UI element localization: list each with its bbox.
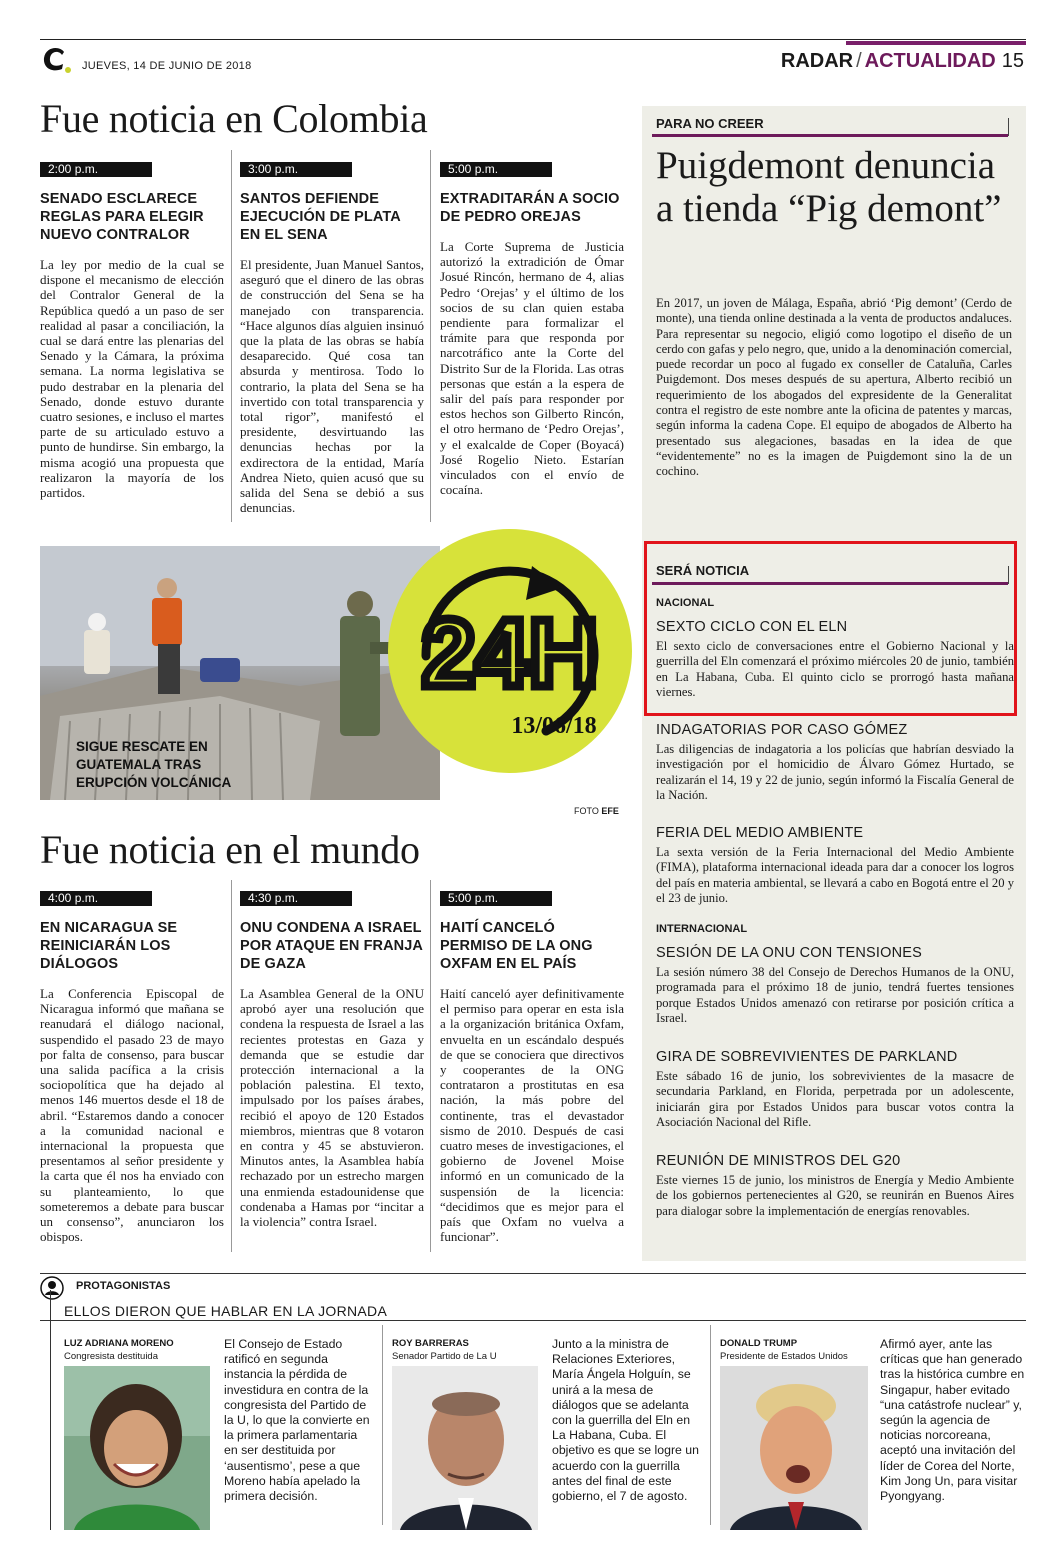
article-body: Haití canceló ayer definitivamente el permiso para operar en esta isla a la organización británica Oxfam, envuelta en un escándalo después de que se conociera que directivos y cooperantes de la ONG contrataron a prostitutas en esa nación, la más pobre del continente, tras el devastador sismo de 2010. Después de casi cuatro meses de investigaciones, el gobierno de Jovenel Moise informó en un comunicado de la suspensión de la licencia: “decidimos que es mejor para el país que Oxfam no vuelva a funcionar”. [440,986,624,1245]
mundo-title: Fue noticia en el mundo [40,827,420,872]
panel-rule [652,134,1008,137]
protagonistas-subrule [40,1320,1026,1321]
time-badge: 5:00 p.m. [440,891,552,906]
mundo-item-3 [440,889,624,1244]
portrait-illustration [720,1366,868,1530]
column-separator [231,150,232,522]
sera-item [656,619,1014,700]
colombia-title: Fue noticia en Colombia [40,96,428,141]
headline: ONU CONDENA A ISRAEL POR ATAQUE EN FRANJA DE GAZA [240,920,423,972]
headline: SANTOS DEFIENDE EJECUCIÓN DE PLATA EN EL SENA [240,191,401,243]
protagonist-name: DONALD TRUMP [720,1338,798,1349]
protagonist-name: ROY BARRERAS [392,1338,469,1349]
sera-item [656,1049,1014,1130]
header-section [781,50,1024,73]
time-badge: 4:00 p.m. [40,891,152,906]
mundo-item-2 [240,889,424,1229]
protagonistas-rule [40,1273,1026,1274]
credit-prefix: FOTO [574,806,599,816]
headline: EN NICARAGUA SE REINICIARÁN LOS DIÁLOGOS [40,920,178,972]
header-date: JUEVES, 14 DE JUNIO DE 2018 [82,60,252,72]
article-body: La Asamblea General de la ONU aprobó ayer una resolución que condena la respuesta de Israel a las recientes protestas en Gaza y demanda que se estudie dar protección internacional a la población palestina. El texto, impulsado por los países árabes, recibió el apoyo de 120 Estados miembros, mientras que 8 votaron en contra y 45 se abstuvieron. Minutos antes, la Asamblea había rechazado por un estrecho margen una enmienda estadounidense que condenaba a Hamas por “incitar a la violencia” contra Israel. [240,986,424,1230]
section-slash: / [856,50,862,72]
time-badge: 3:00 p.m. [240,162,352,177]
newspaper-logo-icon [38,44,74,74]
credit-name: EFE [601,806,619,816]
para-no-creer-label: PARA NO CREER [656,116,764,131]
article-body: El presidente, Juan Manuel Santos, aseguró que el dinero de las obras de construcción del Sena se ha manejado con transparencia. “Hace algunos días alguien insinuó que la plata de las obras se había desaparecido. Qué cosa tan absurda y mentirosa. Todo lo contrario, la plata del Sena se ha invertido con total transparencia y total rigor”, manifestó el presidente, desvirtuando las denuncias hechas por la exdirectora de la entidad, María Andrea Nieto, quien acusó que su salida del Sena se debió a sus denuncias. [240,257,424,516]
item-body: El sexto ciclo de conversaciones entre el Gobierno Nacional y la guerrilla del Eln comenzará el próximo miércoles 20 de junio, también en La Habana, Cuba. El quinto ciclo se prorrogó hasta mañana viernes. [656,639,1014,699]
column-separator [382,1325,383,1525]
badge-24h-text: 24H [421,600,599,707]
article-body: La Corte Suprema de Justicia autorizó la extradición de Ómar Josué Rincón, hermano de 4, alias Pedro ‘Orejas’ y el último de los socios de su clan quien estaba pendiente para formalizar el trámite para que responda por narcotráfico ante la Corte del Distrito Sur de la Florida. Las otras personas que están a la espera de salir del país para responder por estos hechos son Gilberto Rincón, el otro hermano de ‘Pedro Orejas’, y el exalcalde de Coper (Boyacá) José Rogelio Nieto. Estarían vinculados con el envío de cocaína. [440,239,624,498]
time-badge: 4:30 p.m. [240,891,352,906]
item-title: FERIA DEL MEDIO AMBIENTE [656,825,864,841]
column-separator [710,1325,711,1525]
column-separator [231,880,232,1252]
sera-item [656,945,1014,1026]
protagonist-header [64,1338,214,1362]
protagonistas-vrule [50,1290,51,1530]
24h-badge [386,526,634,776]
photo-caption-line: GUATEMALA TRAS [76,757,202,772]
item-title: SEXTO CICLO CON EL ELN [656,619,848,635]
panel-rule-end [1008,118,1009,136]
protagonist-photo [392,1366,538,1530]
protagonistas-subtitle: ELLOS DIERON QUE HABLAR EN LA JORNADA [64,1303,388,1319]
time-badge: 5:00 p.m. [440,162,552,177]
protagonist-role: Congresista destituida [64,1351,158,1362]
subsection-name: ACTUALIDAD [864,50,996,72]
header-rule [40,39,1026,40]
puigdemont-title: Puigdemont denuncia a tienda “Pig demont” [656,144,1002,230]
item-body: Este sábado 16 de junio, los sobrevivientes de la masacre de secundaria Parkland, en Florida, perpetrada por un adolescente, iniciarán gira por Estados Unidos para buscar votos contra la Asociación Nacional del Rifle. [656,1069,1014,1129]
colombia-item-3 [440,160,624,497]
item-title: SESIÓN DE LA ONU CON TENSIONES [656,945,922,961]
protagonist-role: Senador Partido de La U [392,1351,497,1362]
panel-rule [652,582,1008,585]
protagonist-body: Junto a la ministra de Relaciones Exteriores, María Ángela Holguín, se unirá a la mesa de diálogos que se adelanta con la guerrilla del Eln en La Habana, Cuba. El objetivo es que se logre un acuerdo con la guerrilla antes del final de este gobierno, el 7 de agosto. [552,1337,699,1504]
item-title: GIRA DE SOBREVIVIENTES DE PARKLAND [656,1049,958,1065]
badge-date: 13/06/18 [511,713,597,739]
section-name: RADAR [780,50,854,72]
protagonist-photo [64,1366,210,1530]
headline: EXTRADITARÁN A SOCIO DE PEDRO OREJAS [440,191,620,225]
article-body: La ley por medio de la cual se dispone el mecanismo de elección del Contralor General de la República quedó a un paso de ser realidad al pasar a conciliación, la cual se dará entre las plenarias del Senado y la Cámara, la próxima semana. La norma legislativa se pudo destrabar en la plenaria del Senado, donde estuvo durante cuatro sesiones, e incluso el martes parte de su articulado estuvo a punto de hundirse. Sin embargo, la misma acogió una propuesta que realizaron la mayoría de los partidos. [40,257,224,501]
photo-caption-line: ERUPCIÓN VOLCÁNICA [76,775,232,790]
sera-item [656,825,1014,906]
mundo-item-1 [40,889,224,1244]
protagonist-name: LUZ ADRIANA MORENO [64,1338,174,1349]
photo-caption-line: SIGUE RESCATE EN [76,739,208,754]
protagonist-body: El Consejo de Estado ratificó en segunda instancia la pérdida de investidura en contra de la congresista del Partido de la U, lo que la convierte en la primera parlamentaria en ser destituida por ‘ausentismo’, pese a que Moreno había apelado la primera decisión. [224,1337,370,1504]
sera-item [656,1153,1014,1219]
item-title: REUNIÓN DE MINISTROS DEL G20 [656,1153,901,1169]
item-body: La sesión número 38 del Consejo de Derechos Humanos de la ONU, programada para el próximo 18 de junio, tendrá fuertes tensiones porque Estados Unidos amenazó con retirarse por posición crítica a Israel. [656,965,1014,1025]
headline: HAITÍ CANCELÓ PERMISO DE LA ONG OXFAM EN EL PAÍS [440,920,593,972]
sera-item [656,722,1014,803]
section-accent-bar [846,41,1026,45]
person-icon [40,1276,64,1300]
protagonist-header [392,1338,542,1362]
panel-rule-end [1008,566,1009,584]
page-number: 15 [1001,50,1024,72]
photo-caption [76,738,231,792]
protagonist-role: Presidente de Estados Unidos [720,1351,848,1362]
photo-credit [574,806,619,816]
item-body: La sexta versión de la Feria Internacional del Medio Ambiente (FIMA), plataforma internacional ideada para dar a conocer los logros del país en materia ambiental, se llevará a cabo en Bogotá entre el 20 y el 23 de junio. [656,845,1014,905]
sera-noticia-label: SERÁ NOTICIA [656,563,750,578]
time-badge: 2:00 p.m. [40,162,152,177]
internacional-label: INTERNACIONAL [656,923,748,935]
colombia-item-2 [240,160,424,515]
item-body: Las diligencias de indagatoria a los policías que habrían desviado la investigación por el homicidio de Álvaro Gómez Hurtado, se realizarán el 14, 19 y 22 de junio, según informó la Fiscalía General de la Nación. [656,742,1014,802]
nacional-label: NACIONAL [656,597,715,609]
portrait-illustration [64,1366,210,1530]
headline: SENADO ESCLARECE REGLAS PARA ELEGIR NUEVO CONTRALOR [40,191,204,243]
protagonist-photo [720,1366,868,1530]
puigdemont-body: En 2017, un joven de Málaga, España, abrió ‘Pig demont’ (Cerdo de monte), una tienda online destinada a la venta de productos andaluces. Para representar su negocio, eligió como logotipo el diseño de un cerdo con gafas y pelo negro, que, unido a la denominación comercial, puede recordar un poco al fugado ex conseller de Cataluña, Carles Puigdemont. Dos meses después de su apertura, Alberto recibió un requerimiento de los abogados del expresidente de la Generalitat contra el registro de este nombre ante la oficina de patentes y marcas, según informa la cadena Cope. El equipo de abogados de Alberto ha presentado sus alegaciones, basadas en la idea de que “evidentemente” no es la imagen de Puigdemont sino la de un cochino. [656,296,1012,479]
portrait-illustration [392,1366,538,1530]
protagonist-header [720,1338,880,1362]
protagonist-body: Afirmó ayer, ante las críticas que han generado tras la histórica cumbre en Singapur, haber evitado “una catástrofe nuclear” y, según la agencia de noticias norcoreana, aceptó una invitación del líder de Corea del Norte, Kim Jong Un, para visitar Pyongyang. [880,1337,1025,1504]
item-title: INDAGATORIAS POR CASO GÓMEZ [656,722,908,738]
protagonistas-label: PROTAGONISTAS [76,1280,171,1292]
column-separator [430,880,431,1252]
colombia-item-1 [40,160,224,500]
article-body: La Conferencia Episcopal de Nicaragua informó que mañana se reanudará el diálogo nacional, suspendido el pasado 23 de mayo por falta de consenso, para buscar una salida pacífica a la crisis sociopolítica que ha dejado al menos 146 muertos desde el 18 de abril. “Estaremos dando a conocer a la comunidad nacional e internacional la propuesta que presentamos al señor presidente y la carta que él nos ha enviado con su planteamiento, lo que someteremos a debate para buscar un consenso”, anunciaron los obispos. [40,986,224,1245]
item-body: Este viernes 15 de junio, los ministros de Energía y Medio Ambiente de los gobiernos pertenecientes al G20, se reunirán en Buenos Aires para dialogar sobre la implementación de energías renovables. [656,1173,1014,1218]
column-separator [430,150,431,522]
